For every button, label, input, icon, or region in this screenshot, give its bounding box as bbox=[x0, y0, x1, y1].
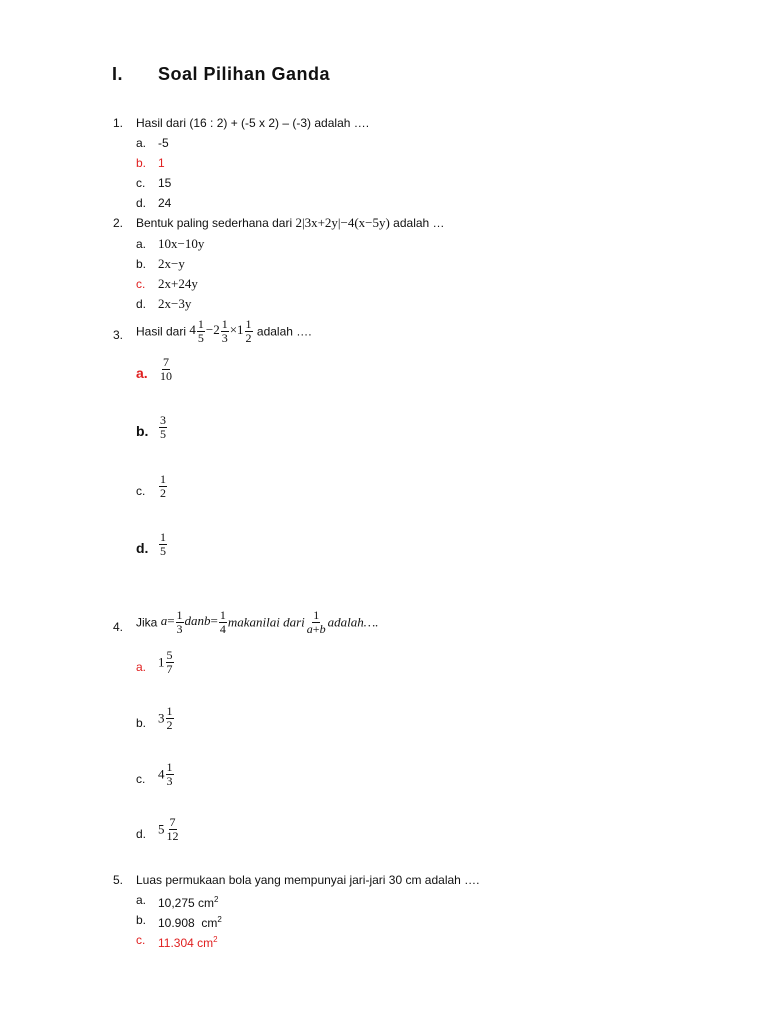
option-letter: a. bbox=[136, 365, 148, 381]
whole-part: 3 bbox=[158, 710, 165, 726]
option-letter: a. bbox=[136, 893, 147, 907]
denominator: 10 bbox=[160, 369, 172, 383]
option-fraction bbox=[159, 414, 167, 441]
question-suffix: adalah…. bbox=[327, 614, 379, 630]
math-middle-text bbox=[228, 615, 305, 630]
question-number: 1. bbox=[113, 116, 124, 130]
section-heading bbox=[112, 64, 330, 85]
option-letter: a. bbox=[136, 660, 147, 674]
question-suffix: adalah … bbox=[393, 216, 445, 230]
whole-part: 5 bbox=[158, 821, 165, 837]
option-letter: d. bbox=[136, 297, 147, 311]
option-letter: b. bbox=[136, 156, 147, 170]
question-prefix: Bentuk paling sederhana dari bbox=[136, 216, 293, 230]
option-value: -5 bbox=[158, 136, 169, 150]
math-expression: 4 $\frac{1}{5}$ −2 $\frac{1}{3}$ ×1 $\frac{1}{2}$ bbox=[189, 317, 252, 345]
area-value: 10,275 bbox=[158, 896, 195, 910]
question-prefix: Jika bbox=[136, 615, 158, 630]
numerator: 1 bbox=[166, 704, 173, 718]
question-number: 5. bbox=[113, 873, 124, 887]
denominator: 2 bbox=[166, 718, 173, 732]
option-mixed-number bbox=[158, 816, 181, 843]
option-value: 2x−y bbox=[158, 256, 185, 271]
option-mixed-number bbox=[158, 761, 175, 788]
option-value bbox=[158, 892, 219, 911]
q3-option-c bbox=[0, 473, 768, 507]
option-letter: c. bbox=[136, 277, 146, 291]
math-condition: a= $\frac{1}{3}$ danb= $\frac{1}{4}$ bbox=[160, 608, 226, 636]
whole-part: 4 bbox=[158, 766, 165, 782]
option-letter: c. bbox=[136, 484, 146, 498]
denominator: 12 bbox=[166, 829, 179, 843]
option-value: 2x−3y bbox=[158, 296, 192, 311]
q3-option-a-correct bbox=[0, 356, 768, 390]
numerator: 3 bbox=[160, 413, 166, 427]
option-mixed-number bbox=[158, 649, 175, 676]
option-mixed-number bbox=[158, 705, 175, 732]
whole-part: 1 bbox=[158, 654, 165, 670]
denominator: 5 bbox=[160, 544, 166, 558]
numerator: 1 bbox=[166, 760, 173, 774]
denominator: 3 bbox=[166, 774, 173, 788]
section-title: Soal Pilihan Ganda bbox=[158, 64, 331, 84]
option-letter: d. bbox=[136, 540, 149, 556]
option-fraction bbox=[159, 531, 167, 558]
option-letter: b. bbox=[136, 257, 147, 271]
q4-option-a-correct bbox=[0, 649, 768, 683]
q3-option-d bbox=[0, 531, 768, 565]
unit-exponent: 2 bbox=[214, 895, 219, 904]
option-letter: c. bbox=[136, 176, 146, 190]
question-prefix: Hasil dari bbox=[136, 324, 187, 339]
question-text: Luas permukaan bola yang mempunyai jari-jari 30 cm adalah …. bbox=[136, 873, 480, 887]
denominator: 2 bbox=[160, 486, 166, 500]
unit: cm bbox=[201, 916, 218, 930]
option-value: 24 bbox=[158, 196, 172, 210]
option-letter: d. bbox=[136, 196, 147, 210]
question-number: 3. bbox=[113, 328, 124, 342]
question-number: 4. bbox=[113, 620, 124, 634]
option-letter: a. bbox=[136, 237, 147, 251]
q3-option-b bbox=[0, 414, 768, 448]
q4-option-c bbox=[0, 761, 768, 795]
unit: cm bbox=[197, 936, 214, 950]
option-letter: a. bbox=[136, 136, 147, 150]
option-value bbox=[158, 932, 218, 951]
denominator: 7 bbox=[166, 662, 173, 676]
unit-exponent: 2 bbox=[217, 915, 222, 924]
option-value: 10x−10y bbox=[158, 236, 205, 251]
question-3 bbox=[0, 318, 768, 354]
question-text bbox=[136, 215, 445, 231]
numerator: 1 bbox=[160, 530, 166, 544]
math-expression: $\frac{1}{a+b}$ bbox=[306, 608, 326, 636]
option-letter: b. bbox=[136, 716, 147, 730]
unit-exponent: 2 bbox=[213, 935, 218, 944]
question-text: Hasil dari (16 : 2) + (-5 x 2) – (-3) adalah …. bbox=[136, 116, 370, 130]
option-fraction bbox=[159, 356, 173, 383]
option-letter: b. bbox=[136, 913, 147, 927]
area-value: 11.304 bbox=[158, 936, 194, 950]
denominator: 5 bbox=[160, 427, 166, 441]
question-number: 2. bbox=[113, 216, 124, 230]
math-suffix bbox=[328, 615, 379, 630]
numerator: 7 bbox=[169, 815, 176, 829]
numerator: 5 bbox=[166, 648, 173, 662]
unit: cm bbox=[198, 896, 215, 910]
option-value: 15 bbox=[158, 176, 172, 190]
option-letter: b. bbox=[136, 423, 149, 439]
option-letter: d. bbox=[136, 827, 147, 841]
question-4 bbox=[0, 609, 768, 645]
option-letter: c. bbox=[136, 933, 146, 947]
option-value: 1 bbox=[158, 156, 165, 170]
question-suffix: adalah …. bbox=[256, 324, 312, 339]
section-number: I. bbox=[112, 64, 124, 84]
middle-text: makanilai dari bbox=[227, 614, 305, 630]
option-value: 2x+24y bbox=[158, 276, 198, 291]
numerator: 1 bbox=[160, 472, 166, 486]
q4-option-b bbox=[0, 705, 768, 739]
numerator: 7 bbox=[163, 355, 169, 369]
option-value bbox=[158, 912, 222, 931]
option-letter: c. bbox=[136, 772, 146, 786]
option-fraction bbox=[159, 473, 167, 500]
math-expression: 2|3x+2y|−4(x−5y) bbox=[295, 215, 390, 230]
question-text bbox=[136, 609, 379, 636]
q4-option-d bbox=[0, 816, 768, 850]
question-text bbox=[136, 318, 312, 345]
area-value: 10.908 bbox=[158, 916, 195, 930]
